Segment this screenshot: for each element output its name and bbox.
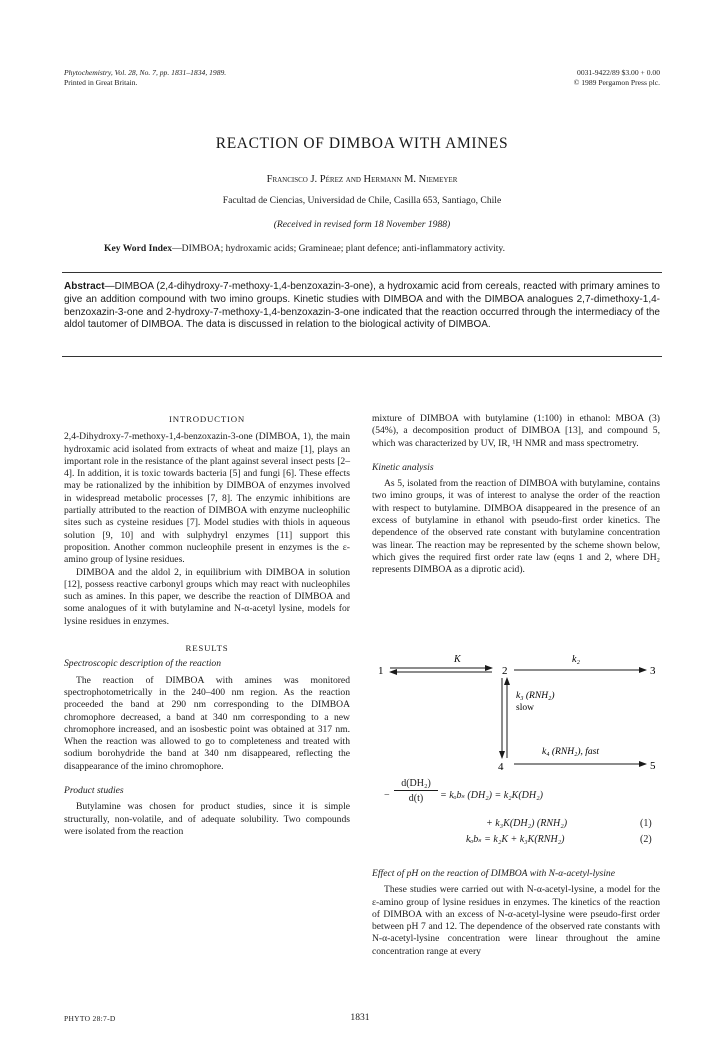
product-studies-heading: Product studies bbox=[64, 785, 124, 797]
journal-header-left bbox=[64, 68, 324, 88]
scheme-label-K: K bbox=[454, 654, 461, 665]
journal-header-right bbox=[456, 68, 660, 88]
left-column bbox=[64, 413, 350, 838]
spectroscopic-heading: Spectroscopic description of the reaction bbox=[64, 658, 222, 670]
printed-note: Printed in Great Britain. bbox=[64, 78, 138, 87]
scheme-label-k4: k₄ (RNH₂), fast bbox=[542, 747, 599, 757]
equation-number-1: (1) bbox=[640, 818, 652, 829]
results-heading: RESULTS bbox=[185, 643, 229, 654]
kinetic-analysis-paragraph: As 5, isolated from the reaction of DIMBOA with butylamine, contains two imino groups, it was of interest to analyse the order of the reaction with respect to butylamine. DIMBOA disappeared in the presence of an excess of butylamine in ethanol with pseudo-first order kinetics. The dependence of the observed rate constant with butylamine concentration was linear. The reaction may be represented by the scheme shown below, which gives the required first order rate law (eqns 1 and 2, where DH₂ represents DIMBOA as a diprotic acid). bbox=[372, 478, 660, 576]
kinetic-analysis-heading: Kinetic analysis bbox=[372, 461, 434, 473]
journal-citation: Phytochemistry, Vol. 28, No. 7, pp. 1831–1834, 1989. bbox=[64, 68, 227, 77]
article-authors: Francisco J. Pérez and Hermann M. Niemeyer bbox=[266, 174, 458, 185]
product-studies-paragraph: Butylamine was chosen for product studies, since it is simple structurally, non-volatile, and of adequate solubility. Two compounds were isolated from the reaction bbox=[64, 801, 350, 837]
equation-line-3: kₒbₛ = k₂K + k₃K(RNH₂) bbox=[466, 834, 565, 845]
keyword-list: —DIMBOA; hydroxamic acids; Gramineae; plant defence; anti-inflammatory activity. bbox=[172, 243, 505, 254]
abstract bbox=[64, 281, 660, 332]
received-date: (Received in revised form 18 November 1988) bbox=[273, 219, 451, 230]
scheme-node-3: 3 bbox=[650, 665, 656, 677]
scheme-node-1: 1 bbox=[378, 665, 384, 677]
equation-line-1: = kₒbₛ (DH₂) = k₂K(DH₂) bbox=[440, 790, 543, 801]
issn-price: 0031-9422/89 $3.00 + 0.00 bbox=[577, 68, 660, 77]
abstract-label: Abstract bbox=[64, 281, 105, 292]
continued-paragraph: mixture of DIMBOA with butylamine (1:100) in ethanol: MBOA (3) (54%), a decomposition product of DIMBOA [13], and compound 5, which was characterized by UV, IR, ¹H NMR and mass spectrometry. bbox=[372, 413, 660, 449]
scheme-label-k3: k₃ (RNH₂) bbox=[516, 691, 555, 701]
introduction-heading: INTRODUCTION bbox=[168, 414, 246, 424]
fraction-denominator: d(t) bbox=[408, 793, 424, 804]
spectroscopic-paragraph: The reaction of DIMBOA with amines was monitored spectrophotometrically in the 240–400 nm region. As the reaction proceeded the band at 290 nm corresponding to the DIMBOA chromophore decreased, a band at 340 nm corresponding to a new chromophore increased, and an isosbestic point was obtained at 317 nm. When the reaction was allowed to go to completeness and treated with sodium borohydride the band at 340 nm disappeared, reflecting the disappearance of the imino chromophore. bbox=[64, 674, 350, 772]
fraction bbox=[394, 778, 438, 804]
abstract-bottom-rule bbox=[62, 356, 662, 357]
author-affiliation: Facultad de Ciencias, Universidad de Chile, Casilla 653, Santiago, Chile bbox=[222, 195, 502, 206]
ph-effect-heading: Effect of pH on the reaction of DIMBOA with N-α-acetyl-lysine bbox=[372, 868, 615, 879]
scheme-label-slow: slow bbox=[516, 703, 534, 713]
right-column-top bbox=[372, 413, 660, 577]
right-column-bottom bbox=[372, 868, 660, 958]
rate-equation bbox=[384, 778, 660, 812]
minus-sign: − bbox=[384, 790, 390, 801]
ph-effect-paragraph: These studies were carried out with N-α-acetyl-lysine, a model for the ε-amino group of lysine residues in enzymes. The kinetics of the reaction of DIMBOA with an excess of N-α-acetyl-lysine were pseudo-first order between pH 7 and 12. The dependence of the observed rate constants with N-α-acetyl-lysine concentration were linear throughout the amine concentration range at every bbox=[372, 884, 660, 957]
scheme-node-4: 4 bbox=[498, 761, 504, 772]
footer-code: PHYTO 28:7-D bbox=[64, 1014, 116, 1023]
keyword-index bbox=[104, 243, 660, 254]
intro-paragraph-1: 2,4-Dihydroxy-7-methoxy-1,4-benzoxazin-3-one (DIMBOA, 1), the main hydroxamic acid isolated from extracts of wheat and maize [1], plays an important role in the resistance of the plant against several insect pests [2–4]. In addition, it is toxic towards bacteria [5] and fungi [6]. These effects may be rationalized by the inhibition by DIMBOA of enzymes involved in widespread metabolic processes [7, 8]. The enzymic inhibitions are partially attributed to the reaction of DIMBOA with enzyme nucleophilic sites such as cysteine residues [7]. Model studies with thiols in aqueous solution [9, 10] and with sulphydryl enzymes [11] support this proposition. Another common nucleophile present in enzymes is the ε-amino group of lysine residues. bbox=[64, 431, 350, 566]
reaction-scheme bbox=[372, 652, 660, 772]
equation-number-2: (2) bbox=[640, 834, 652, 845]
keyword-label: Key Word Index bbox=[104, 243, 173, 254]
equation-line-2: + k₃K(DH₂) (RNH₂) bbox=[486, 818, 568, 829]
scheme-node-2: 2 bbox=[502, 665, 508, 677]
abstract-top-rule bbox=[62, 272, 662, 273]
intro-paragraph-2: DIMBOA and the aldol 2, in equilibrium with DIMBOA in solution [12], possess reactive carbonyl groups which may react with nucleophiles such as amines. In this paper, we describe the reaction of DIMBOA and some analogues of it with butylamine and N-α-acetyl lysine, models for lysine residues in enzymes. bbox=[64, 566, 350, 627]
fraction-numerator: d(DH₂) bbox=[394, 778, 438, 791]
scheme-node-5: 5 bbox=[650, 760, 656, 772]
scheme-label-k2: k₂ bbox=[572, 654, 580, 665]
abstract-text: —DIMBOA (2,4-dihydroxy-7-methoxy-1,4-benzoxazin-3-one), a hydroxamic acid from cereals, reacted with primary amines to give an addition compound with two imino groups. Kinetic studies with DIMBOA and with the DIMBOA analogues 2,7-dimethoxy-1,4-benzoxazin-3-one and 2-hydroxy-7-methoxy-1,4-benzoxazin-3-one indicated that the reaction occurred through the intermediacy of the aldol tautomer of DIMBOA. The data is discussed in relation to the biological activity of DIMBOA. bbox=[64, 281, 660, 331]
copyright-note: © 1989 Pergamon Press plc. bbox=[573, 78, 660, 87]
page-number: 1831 bbox=[350, 1012, 370, 1023]
article-title: REACTION OF DIMBOA WITH AMINES bbox=[215, 135, 509, 152]
